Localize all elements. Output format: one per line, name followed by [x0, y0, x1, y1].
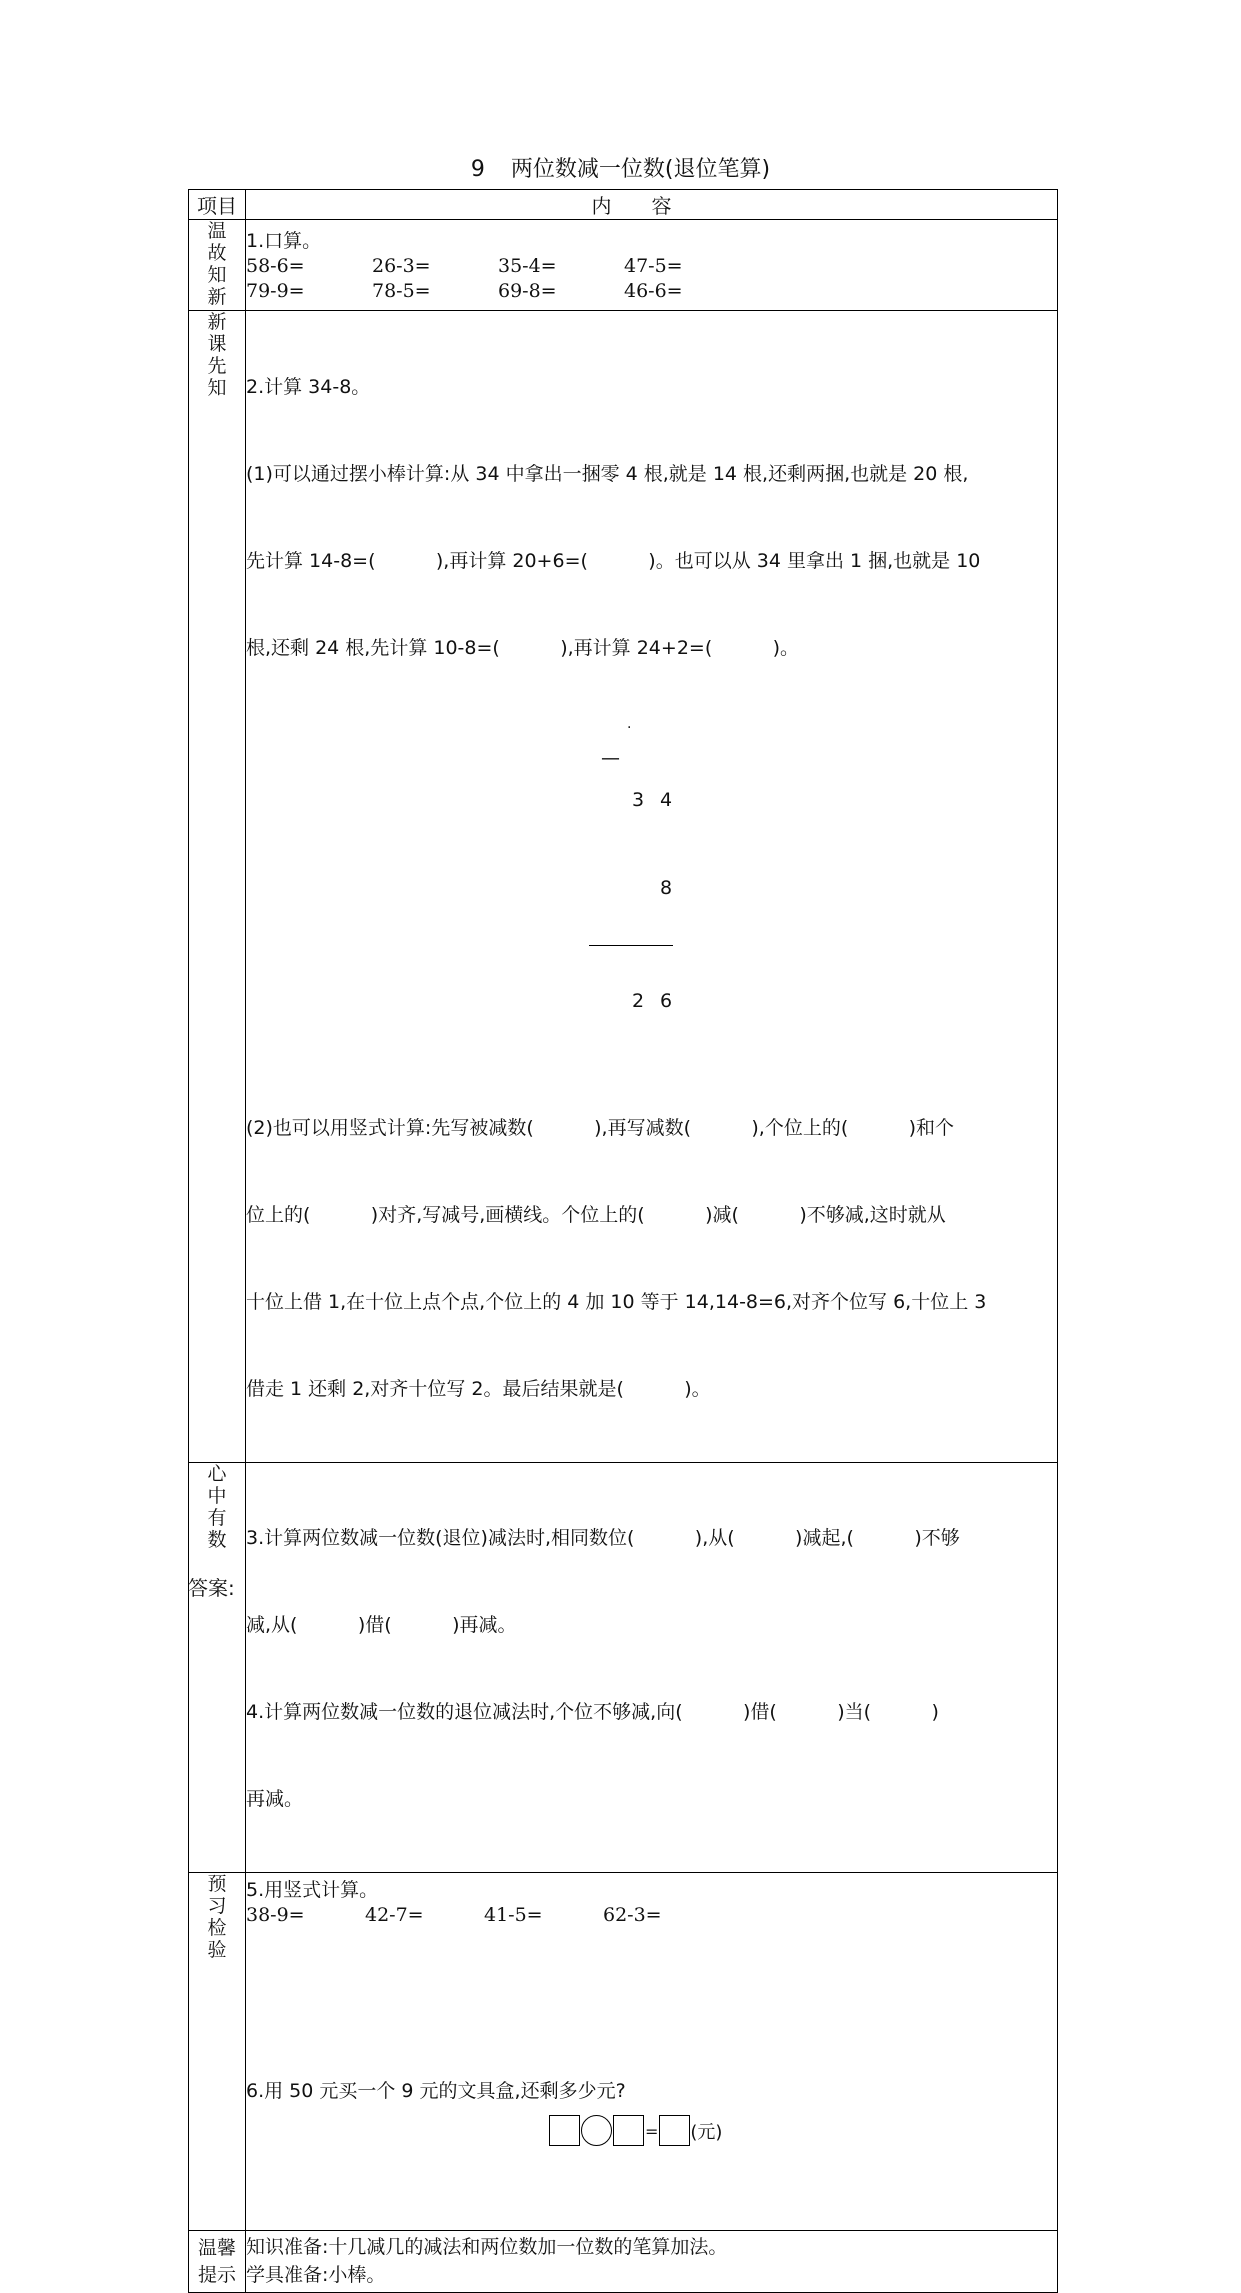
q1-item: 35-4= [498, 255, 557, 277]
q2-p1-line: 根,还剩 24 根,先计算 10-8=( ),再计算 24+2=( )。 [246, 637, 800, 659]
q1-title: 1.口算。 [246, 230, 322, 252]
q1-item: 26-3= [372, 255, 431, 277]
lesson-title: 两位数减一位数(退位笔算) [510, 157, 771, 182]
new-lesson-label: 新 课 先 知 [189, 311, 246, 1463]
q5-item: 62-3= [603, 1904, 662, 1926]
borrow-dot: · [627, 720, 632, 736]
q4-line: 再减。 [246, 1788, 304, 1810]
worksheet-table [188, 189, 1058, 2293]
q5-work-space [246, 1928, 1057, 2076]
q2-p2-line: 位上的( )对齐,写减号,画横线。个位上的( )减( )不够减,这时就从 [246, 1204, 946, 1226]
tips-line: 学具准备:小棒。 [246, 2264, 386, 2286]
q6-title: 6.用 50 元买一个 9 元的文具盒,还剩多少元? [246, 2080, 626, 2102]
q3-line: 3.计算两位数减一位数(退位)减法时,相同数位( ),从( )减起,( )不够 [246, 1527, 960, 1549]
new-lesson-row [189, 311, 1058, 1463]
page-title [0, 154, 1241, 186]
q5-title: 5.用竖式计算。 [246, 1879, 379, 1901]
mind-row [189, 1463, 1058, 1873]
calc-minuend: 3 4 [631, 789, 673, 811]
answer-box[interactable] [549, 2115, 580, 2146]
q5-item: 42-7= [365, 1904, 424, 1926]
q1-item: 69-8= [498, 280, 557, 302]
lesson-number: 9 [470, 157, 485, 182]
q2-p2-line: 十位上借 1,在十位上点个点,个位上的 4 加 10 等于 14,14-8=6,对齐个位写 6,十位上 3 [246, 1291, 987, 1313]
q5-item: 38-9= [246, 1904, 305, 1926]
header-row [189, 190, 1058, 220]
equals-sign: = [645, 2122, 659, 2141]
mind-content [246, 1463, 1058, 1873]
answer-label: 答案: [188, 1576, 235, 1600]
q2-p1-line: (1)可以通过摆小棒计算:从 34 中拿出一捆零 4 根,就是 14 根,还剩两捆,也就是 20 根, [246, 463, 969, 485]
q5-item: 41-5= [484, 1904, 543, 1926]
q5-row [246, 1903, 1057, 1928]
review-row [189, 220, 1058, 311]
review-content [246, 220, 1058, 311]
preview-row [189, 1873, 1058, 2231]
calc-line [589, 945, 673, 946]
calc-subtrahend: 8 [659, 877, 673, 899]
tips-row [189, 2231, 1058, 2293]
answer-box[interactable] [659, 2115, 690, 2146]
q1-item: 46-6= [624, 280, 683, 302]
q2-p2-line: (2)也可以用竖式计算:先写被减数( ),再写减数( ),个位上的( )和个 [246, 1117, 955, 1139]
mind-label: 心 中 有 数 [189, 1463, 246, 1873]
tips-line: 知识准备:十几减几的减法和两位数加一位数的笔算加法。 [246, 2236, 728, 2258]
preview-content [246, 1873, 1058, 2231]
header-content: 内容 [246, 190, 1058, 220]
tips-label: 温馨 提示 [189, 2231, 246, 2293]
preview-label: 预 习 检 验 [189, 1873, 246, 2231]
calc-minus-sign: — [601, 747, 620, 769]
operator-circle[interactable] [581, 2115, 612, 2146]
q1-row-1 [246, 254, 1057, 279]
vertical-calculation [593, 720, 673, 1056]
q2-title: 2.计算 34-8。 [246, 376, 371, 398]
q1-row-2 [246, 279, 1057, 304]
q4-line: 4.计算两位数减一位数的退位减法时,个位不够减,向( )借( )当( ) [246, 1701, 939, 1723]
review-label: 温 故 知 新 [189, 220, 246, 311]
q1-item: 79-9= [246, 280, 305, 302]
q1-item: 47-5= [624, 255, 683, 277]
q2-p2-line: 借走 1 还剩 2,对齐十位写 2。最后结果就是( )。 [246, 1378, 711, 1400]
q1-item: 58-6= [246, 255, 305, 277]
calc-result: 2 6 [631, 990, 673, 1012]
q2-p1-line: 先计算 14-8=( ),再计算 20+6=( )。也可以从 34 里拿出 1 捆,也就是 10 [246, 550, 981, 572]
tips-content [246, 2231, 1058, 2293]
new-lesson-content [246, 311, 1058, 1463]
q3-line: 减,从( )借( )再减。 [246, 1614, 517, 1636]
q1-item: 78-5= [372, 280, 431, 302]
unit-label: (元) [690, 2122, 723, 2143]
header-item: 项目 [189, 190, 246, 220]
q6-equation [549, 2110, 1057, 2146]
answer-box[interactable] [613, 2115, 644, 2146]
